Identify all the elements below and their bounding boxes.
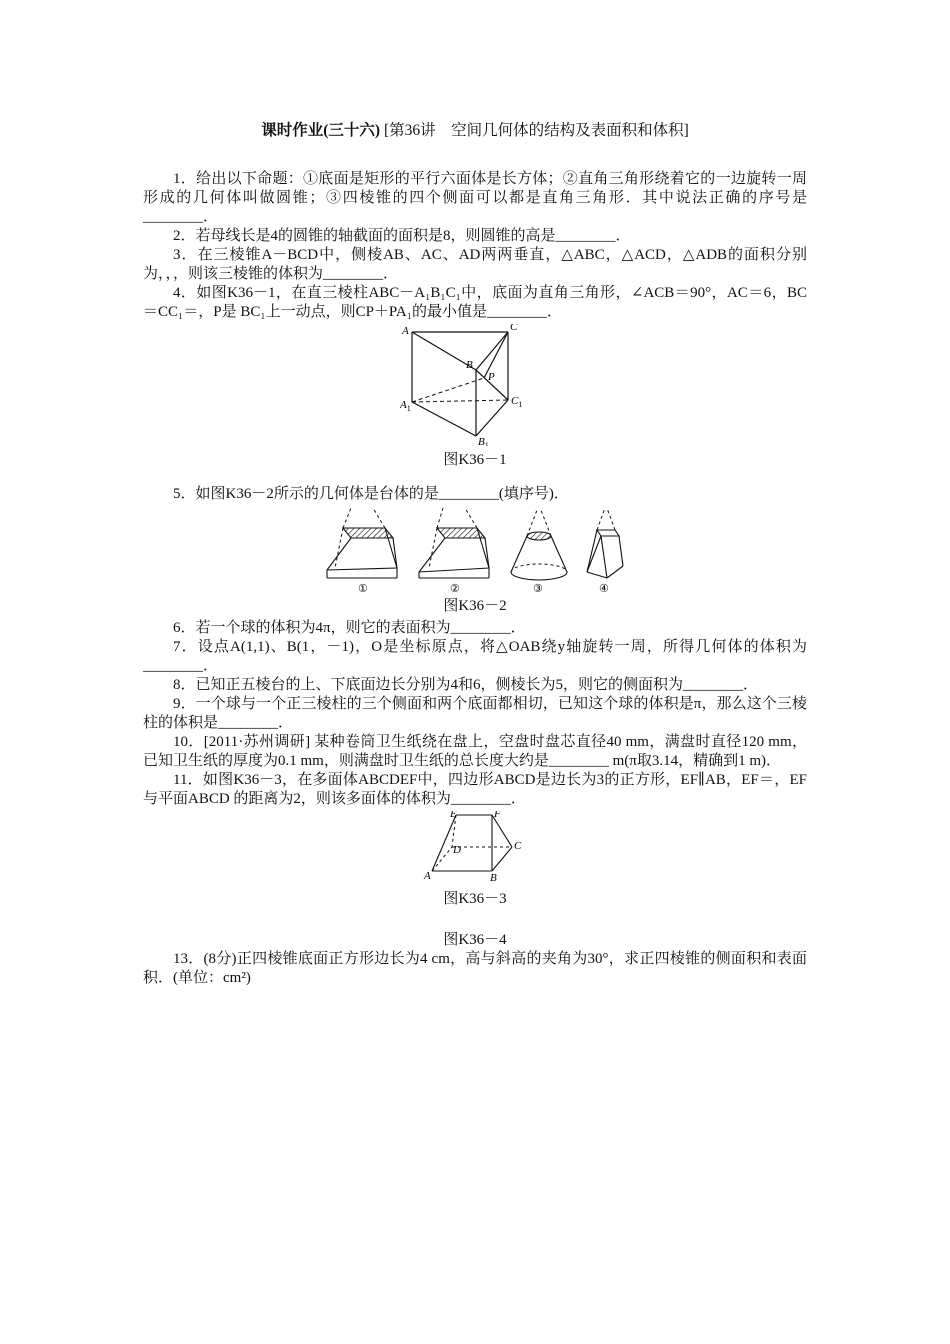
- label-B1: $B_1$: [478, 436, 489, 446]
- question-5: 5．如图K36－2所示的几何体是台体的是________(填序号)．: [173, 486, 569, 502]
- page-title: [143, 118, 807, 140]
- question-3: 3．在三棱锥A－BCD中，侧棱AB、AC、AD两两垂直，△ABC，△ACD，△ADB的面积分别为，，，则该三棱锥的体积为________．: [143, 247, 807, 282]
- figure-k36-1-caption: 图K36－1: [443, 452, 507, 468]
- solid-label-4: ④: [599, 583, 609, 592]
- figure-k36-2-caption: 图K36－2: [443, 598, 507, 614]
- label-A: A: [402, 325, 409, 337]
- figure-k36-3-caption: 图K36－3: [443, 891, 507, 907]
- solid-label-3: ③: [533, 583, 543, 592]
- question-7: 7．设点A(1,1)、B(1，－1)，O是坐标原点，将△OAB绕y轴旋转一周，所得几何体的体积为________．: [143, 639, 807, 674]
- question-9: 9．一个球与一个正三棱柱的三个侧面和两个底面都相切，已知这个球的体积是π，那么这个三棱柱的体积是________．: [143, 696, 807, 731]
- polyhedron-diagram: [420, 811, 530, 885]
- question-10: 10．[2011·苏州调研] 某种卷筒卫生纸绕在盘上，空盘时盘芯直径40 mm，满盘时直径120 mm，已知卫生纸的厚度为0.1 mm，则满盘时卫生纸的总长度大约是________ m(π取3.14，精确到1 m)．: [143, 734, 807, 769]
- label-C: C: [510, 324, 518, 333]
- label-A1: $A_1$: [400, 399, 411, 413]
- figure-k36-1: [143, 324, 807, 470]
- figure-k36-2: [143, 506, 807, 616]
- question-2: 2．若母线长是4的圆锥的轴截面的面积是8，则圆锥的高是________．: [173, 228, 631, 244]
- question-11: 11．如图K36－3，在多面体ABCDEF中，四边形ABCD是边长为3的正方形，EF∥AB，EF＝，EF与平面ABCD 的距离为2，则该多面体的体积为________．: [143, 772, 807, 807]
- label-C3: C: [514, 840, 522, 852]
- label-E: E: [450, 811, 457, 820]
- label-F: F: [494, 811, 501, 820]
- label-C1: $C_1$: [511, 395, 523, 409]
- question-6: 6．若一个球的体积为4π，则它的表面积为________．: [173, 620, 526, 636]
- label-B3: B: [490, 872, 497, 884]
- question-1: 1．给出以下命题：①底面是矩形的平行六面体是长方体；②直角三角形绕着它的一边旋转一周形成的几何体叫做圆锥；③四棱锥的四个侧面可以都是直角三角形．其中说法正确的序号是________．: [143, 171, 807, 225]
- label-B: B: [466, 359, 473, 371]
- question-13: 13．(8分)正四棱锥底面正方形边长为4 cm，高与斜高的夹角为30°，求正四棱锥的侧面积和表面积．(单位：cm²): [143, 951, 807, 986]
- figure-k36-4-caption: 图K36－4: [443, 932, 507, 948]
- label-A3: A: [424, 870, 431, 882]
- question-8: 8．已知正五棱台的上、下底面边长分别为4和6，侧棱长为5，则它的侧面积为________．: [173, 677, 759, 693]
- solid-label-2: ②: [450, 583, 460, 592]
- prism-diagram: [400, 324, 550, 446]
- figure-k36-3: [143, 811, 807, 909]
- solids-diagram: [325, 506, 625, 592]
- label-P: P: [488, 371, 495, 383]
- worksheet-page: [143, 118, 807, 988]
- label-D: D: [453, 844, 461, 856]
- question-4: 4．如图K36－1，在直三棱柱ABC－A₁B₁C₁中，底面为直角三角形，∠ACB＝90°，AC＝6，BC＝CC₁＝，P是 BC₁上一动点，则CP＋PA₁的最小值是________．: [143, 285, 807, 320]
- title-sub: [第36讲 空间几何体的结构及表面积和体积]: [383, 122, 689, 139]
- solid-label-1: ①: [358, 583, 368, 592]
- title-main: 课时作业(三十六): [261, 122, 381, 139]
